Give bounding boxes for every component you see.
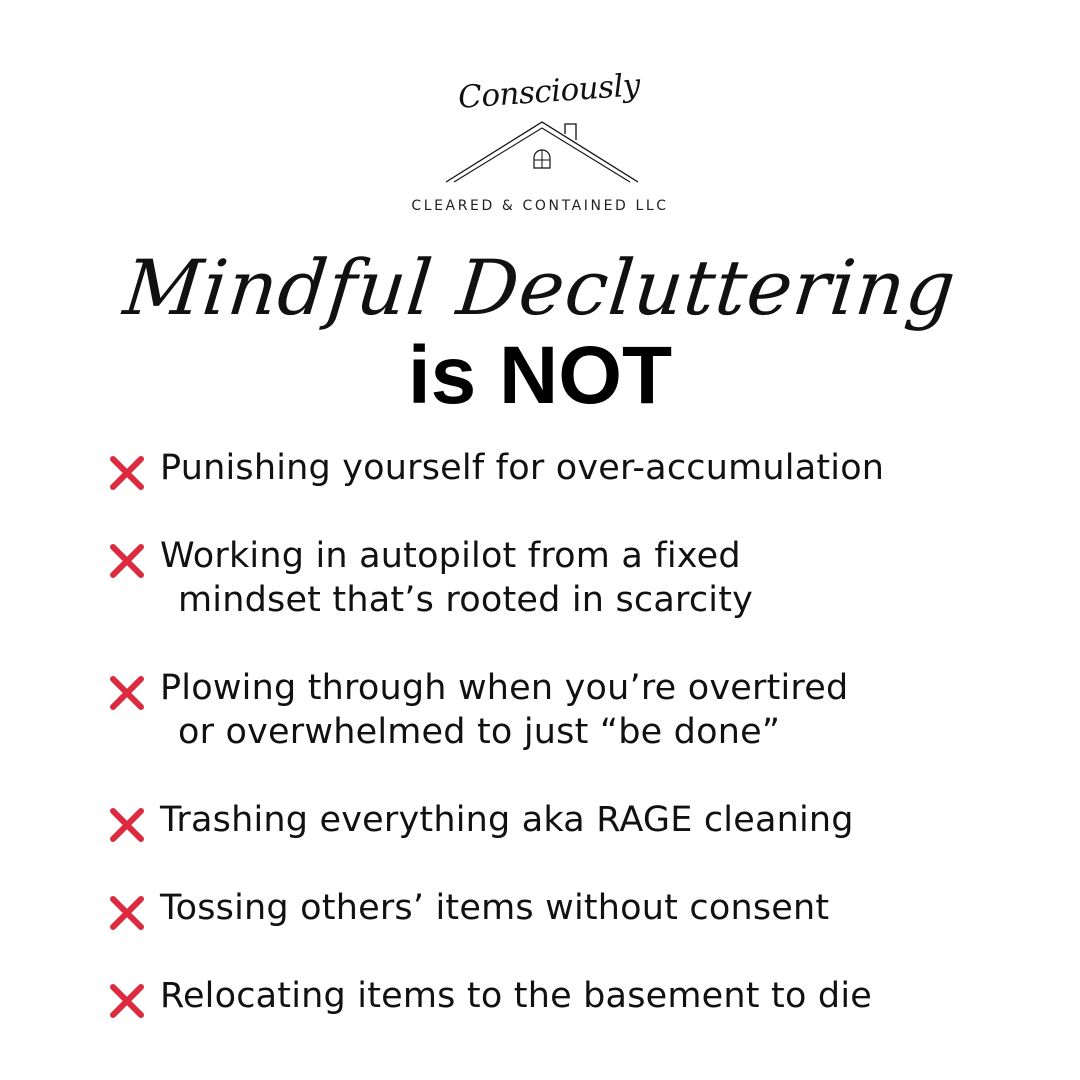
company-logo (390, 67, 690, 220)
list-item-line: Trashing everything aka RAGE cleaning (160, 800, 854, 840)
headline-script: Mindful Decluttering (119, 243, 961, 332)
cross-mark-icon (108, 894, 146, 932)
headline-bold: is NOT (407, 330, 673, 421)
list-item-text (160, 798, 854, 842)
cross-mark-icon (108, 542, 146, 580)
list-item-text (160, 974, 872, 1018)
cross-mark-icon (108, 674, 146, 712)
list-item-line: Plowing through when you’re overtired (160, 668, 849, 708)
house-roof-icon (390, 118, 690, 210)
list-item-line: Tossing others’ items without consent (160, 888, 830, 928)
list-item-line: Relocating items to the basement to die (160, 976, 872, 1016)
list-item-text (160, 666, 848, 754)
list-item-text (160, 886, 829, 930)
cross-mark-icon (108, 454, 146, 492)
logo-tagline: CLEARED & CONTAINED LLC (411, 198, 669, 214)
list-item-line: Working in autopilot from a fixed (160, 536, 741, 576)
list-item-line-continued: mindset that’s rooted in scarcity (178, 580, 754, 620)
list-item-line: Punishing yourself for over-accumulation (160, 448, 885, 488)
cross-mark-icon (108, 982, 146, 1020)
list-item-text (160, 534, 753, 622)
logo-script-text: Consciously (456, 67, 642, 116)
cross-mark-icon (108, 806, 146, 844)
list-item-line-continued: or overwhelmed to just “be done” (178, 712, 781, 752)
list-item-text (160, 446, 884, 490)
